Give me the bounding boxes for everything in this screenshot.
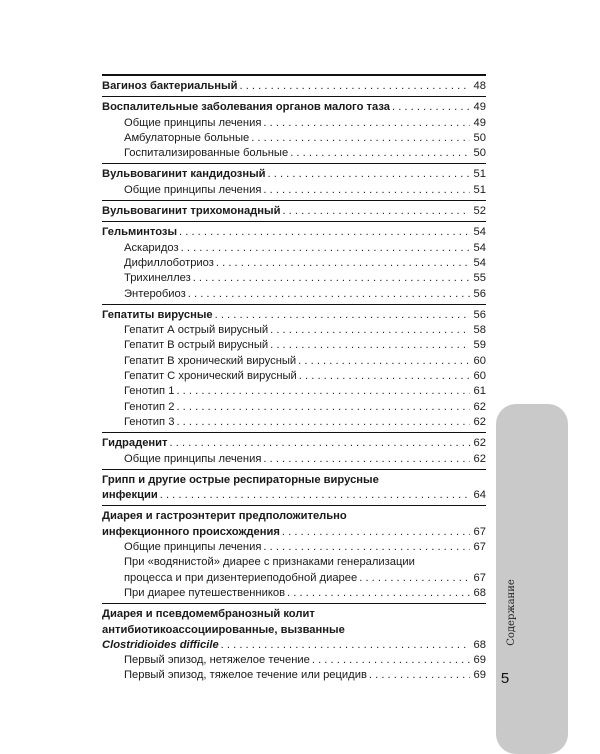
- toc-entry-page: 56: [473, 308, 486, 321]
- toc-section[interactable]: [102, 76, 486, 94]
- toc-entry-title: инфекции: [102, 489, 158, 502]
- toc-entry-page: 49: [473, 116, 486, 129]
- dot-leader: [170, 436, 470, 451]
- toc-subsection[interactable]: [102, 586, 486, 601]
- toc-entry-title-line: Диарея и псевдомембранозный колит: [102, 608, 315, 621]
- dot-leader: [268, 167, 470, 182]
- toc-entry-page: 67: [473, 541, 486, 554]
- toc-section[interactable]: [102, 469, 486, 504]
- toc-entry-page: 52: [473, 205, 486, 218]
- toc-entry-title-line: При «водянистой» диарее с признаками генерализации: [124, 556, 415, 569]
- toc-section[interactable]: [102, 432, 486, 451]
- toc-entry-title: Вульвовагинит трихомонадный: [102, 205, 281, 218]
- dot-leader: [392, 100, 470, 115]
- toc-subsection[interactable]: [102, 452, 486, 467]
- toc-entry-title: Гепатит А острый вирусный: [124, 324, 269, 337]
- toc-entry-page: 59: [473, 339, 486, 352]
- toc-subsection[interactable]: [102, 256, 486, 271]
- dot-leader: [188, 287, 470, 302]
- toc-section[interactable]: [102, 96, 486, 115]
- dot-leader: [287, 586, 470, 601]
- toc-subsection[interactable]: [102, 338, 486, 353]
- toc-entry-title: Гидраденит: [102, 437, 168, 450]
- toc-entry-page: 67: [473, 525, 486, 538]
- dot-leader: [160, 488, 470, 503]
- toc-entry-title: Вагиноз бактериальный: [102, 80, 238, 92]
- toc-section[interactable]: [102, 603, 486, 653]
- toc-entry-title: Гельминтозы: [102, 226, 178, 239]
- toc-subsection[interactable]: [102, 540, 486, 555]
- toc-entry-title: Общие принципы лечения: [124, 452, 262, 465]
- toc-subsection[interactable]: [102, 415, 486, 430]
- dot-leader: [216, 256, 470, 271]
- toc-entry-title: Первый эпизод, нетяжелое течение: [124, 654, 310, 667]
- toc-subsection[interactable]: [102, 400, 486, 415]
- dot-leader: [298, 354, 470, 369]
- toc-entry-page: 68: [473, 638, 486, 651]
- toc-entry-title: Дифиллоботриоз: [124, 256, 214, 269]
- dot-leader: [282, 204, 470, 219]
- toc-entry-page: 60: [473, 354, 486, 367]
- toc-entry-page: 49: [473, 101, 486, 114]
- toc-entry-title: Амбулаторные больные: [124, 131, 250, 144]
- toc-entry-page: 54: [473, 256, 486, 269]
- toc-entry-title: Clostridioides difficile: [102, 638, 219, 651]
- toc-subsection[interactable]: [102, 287, 486, 302]
- toc-entry-page: 64: [473, 489, 486, 502]
- toc-subsection[interactable]: [102, 183, 486, 198]
- dot-leader: [181, 241, 470, 256]
- toc-entry-title: Гепатит В острый вирусный: [124, 339, 269, 352]
- dot-leader: [263, 540, 470, 555]
- dot-leader: [193, 271, 470, 286]
- toc-entry-title: инфекционного происхождения: [102, 525, 280, 538]
- toc-entry-title: Госпитализированные больные: [124, 147, 289, 160]
- toc-subsection[interactable]: [102, 384, 486, 399]
- dot-leader: [312, 653, 470, 668]
- toc-entry-page: 67: [473, 571, 486, 584]
- table-of-contents: [102, 74, 486, 684]
- toc-subsection[interactable]: [102, 323, 486, 338]
- toc-section[interactable]: [102, 505, 486, 540]
- toc-entry-page: 69: [473, 669, 486, 682]
- toc-entry-title-line: Грипп и другие острые респираторные вирусные: [102, 473, 379, 486]
- toc-entry-page: 62: [473, 400, 486, 413]
- toc-section[interactable]: [102, 221, 486, 240]
- dot-leader: [270, 323, 470, 338]
- dot-leader: [251, 131, 470, 146]
- toc-entry-page: 61: [473, 385, 486, 398]
- dot-leader: [176, 400, 470, 415]
- toc-entry-title: Общие принципы лечения: [124, 541, 262, 554]
- dot-leader: [359, 571, 470, 586]
- toc-entry-page: 54: [473, 241, 486, 254]
- toc-entry-page: 54: [473, 226, 486, 239]
- toc-entry-page: 62: [473, 452, 486, 465]
- toc-entry-title: Первый эпизод, тяжелое течение или рецидив: [124, 669, 367, 682]
- toc-entry-title: процесса и при дизентериеподобной диарее: [124, 571, 358, 584]
- toc-entry-title: Гепатит В хронический вирусный: [124, 354, 297, 367]
- toc-subsection[interactable]: [102, 668, 486, 683]
- toc-entry-title-line: антибиотикоассоциированные, вызванные: [102, 623, 345, 636]
- toc-subsection[interactable]: [102, 146, 486, 161]
- toc-entry-title: При диарее путешественников: [124, 586, 286, 599]
- toc-entry-page: 51: [473, 183, 486, 196]
- toc-entry-page: 50: [473, 131, 486, 144]
- dot-leader: [299, 369, 470, 384]
- section-side-label: [501, 562, 521, 662]
- toc-entry-title: Вульвовагинит кандидозный: [102, 168, 266, 181]
- toc-entry-title: Общие принципы лечения: [124, 183, 262, 196]
- toc-entry-title: Аскаридоз: [124, 241, 179, 254]
- dot-leader: [263, 183, 470, 198]
- toc-entry-title: Гепатиты вирусные: [102, 308, 213, 321]
- toc-entry-page: 56: [473, 287, 486, 300]
- toc-section[interactable]: [102, 304, 486, 323]
- toc-entry-page: 69: [473, 654, 486, 667]
- toc-entry-page: 62: [473, 437, 486, 450]
- dot-leader: [263, 452, 470, 467]
- toc-entry-title: Гепатит С хронический вирусный: [124, 370, 297, 383]
- toc-entry-title: Трихинеллез: [124, 272, 191, 285]
- toc-entry-page: 58: [473, 324, 486, 337]
- toc-entry-title: Воспалительные заболевания органов малого таза: [102, 101, 390, 114]
- dot-leader: [290, 146, 470, 161]
- dot-leader: [270, 338, 470, 353]
- dot-leader: [179, 225, 470, 240]
- toc-entry-title: Общие принципы лечения: [124, 116, 262, 129]
- toc-subsection[interactable]: [102, 241, 486, 256]
- toc-entry-page: 68: [473, 586, 486, 599]
- toc-entry-title: Генотип 3: [124, 415, 175, 428]
- toc-entry-page: 50: [473, 147, 486, 160]
- toc-subsection[interactable]: [102, 653, 486, 668]
- dot-leader: [215, 308, 470, 323]
- dot-leader: [240, 79, 471, 94]
- dot-leader: [282, 525, 470, 540]
- toc-entry-page: 62: [473, 415, 486, 428]
- dot-leader: [221, 638, 470, 653]
- toc-subsection[interactable]: [102, 369, 486, 384]
- toc-entry-page: 55: [473, 272, 486, 285]
- toc-entry-title: Энтеробиоз: [124, 287, 186, 300]
- toc-section[interactable]: [102, 200, 486, 219]
- toc-subsection[interactable]: [102, 354, 486, 369]
- toc-subsection[interactable]: [102, 555, 486, 586]
- toc-section[interactable]: [102, 163, 486, 182]
- toc-subsection[interactable]: [102, 116, 486, 131]
- dot-leader: [176, 384, 470, 399]
- toc-entry-title-line: Диарея и гастроэнтерит предположительно: [102, 510, 347, 523]
- dot-leader: [176, 415, 470, 430]
- section-side-label-text: Содержание: [505, 578, 517, 646]
- toc-entry-page: 51: [473, 168, 486, 181]
- toc-entry-title: Генотип 1: [124, 385, 175, 398]
- toc-subsection[interactable]: [102, 271, 486, 286]
- toc-entry-page: 48: [473, 80, 486, 92]
- dot-leader: [263, 116, 470, 131]
- page-number: 5: [500, 670, 510, 687]
- toc-entry-page: 60: [473, 370, 486, 383]
- toc-subsection[interactable]: [102, 131, 486, 146]
- toc-entry-title: Генотип 2: [124, 400, 175, 413]
- dot-leader: [369, 668, 470, 683]
